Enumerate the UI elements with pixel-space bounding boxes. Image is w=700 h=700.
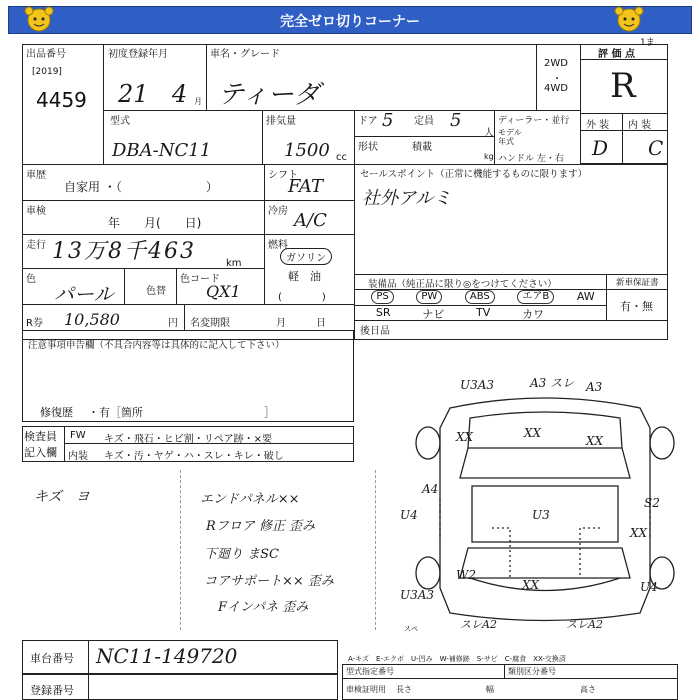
- first-reg-year: 21: [118, 80, 149, 108]
- inspector-label-1: 検査員: [24, 430, 57, 443]
- mascot-icon-right: [612, 6, 646, 36]
- height-label: 高さ: [580, 685, 596, 694]
- equip-abs: ABS: [465, 290, 495, 304]
- length-label: 長さ: [396, 685, 412, 694]
- equipment-label: 装備品（純正品に限り◎をつけてください）: [368, 279, 557, 290]
- person-unit: 人: [484, 128, 494, 139]
- first-reg-month: 4: [172, 80, 188, 108]
- name-label: 車名・グレード: [210, 49, 280, 60]
- class-label: 類別区分番号: [508, 667, 556, 676]
- dealer-label: ディーラー・並行: [498, 116, 570, 126]
- deadline-label: 名変期限: [190, 318, 230, 329]
- mark-w2: W2: [456, 568, 476, 582]
- recycle-label: R券: [26, 318, 43, 329]
- divider: [354, 110, 355, 164]
- car-damage-diagram: [400, 378, 690, 638]
- chassis-label: 車台番号: [30, 652, 74, 665]
- mark-xx-5: XX: [522, 578, 540, 592]
- month-unit: 月: [194, 97, 202, 106]
- note-line-1: エンドパネル××: [200, 492, 300, 507]
- capacity-label: 定員: [414, 116, 434, 127]
- lot-number: 4459: [36, 88, 87, 112]
- mark-u4-right: U4: [640, 580, 658, 594]
- equip-tv: TV: [476, 306, 491, 319]
- inspection-value: 年 月( 日): [108, 216, 202, 230]
- equip-aw: AW: [576, 290, 595, 303]
- warranty-label: 新車保証書: [616, 278, 659, 288]
- first-reg-label: 初度登録年月: [108, 49, 168, 60]
- int-inspect-items: キズ・汚・ヤゲ・ハ・スレ・キレ・破し: [104, 451, 284, 462]
- load-label: 積載: [412, 142, 432, 153]
- mark-u3a3-top: U3A3: [460, 378, 495, 392]
- divider: [176, 268, 177, 304]
- corner-text: 1ま: [640, 38, 655, 48]
- color-code-value: QX1: [206, 282, 241, 301]
- recycle-value: 10,580: [64, 310, 120, 329]
- divider: [22, 268, 264, 269]
- cert-label: 車検証明用: [346, 685, 386, 694]
- mark-a3: A3: [586, 380, 603, 394]
- notes-divider: [180, 470, 181, 630]
- fuel-diesel: 軽 油: [288, 270, 321, 283]
- equip-ps: PS: [371, 290, 393, 304]
- divider: [206, 44, 207, 110]
- divider: [264, 234, 354, 235]
- drive-4wd: 4WD: [544, 83, 568, 94]
- usage-label: 車歴: [26, 170, 46, 181]
- ac-label: 冷房: [268, 206, 288, 217]
- inspector-label-2: 記入欄: [24, 446, 57, 459]
- header-title: 完全ゼロ切りコーナー: [280, 14, 420, 30]
- divider: [124, 268, 125, 304]
- fw-label: FW: [70, 430, 86, 441]
- notes-label: 注意事項申告欄（不具合内容等は具体的に記入して下さい）: [28, 340, 285, 351]
- drive-dot: ・: [552, 74, 562, 85]
- note-line-4: コアサポート×× 歪み: [204, 574, 334, 589]
- recycle-unit: 円: [168, 318, 178, 329]
- deadline-value: 月 日: [276, 318, 326, 329]
- divider: [342, 678, 678, 679]
- cc-unit: cc: [336, 152, 347, 163]
- divider: [494, 110, 495, 164]
- divider: [22, 304, 354, 305]
- color-code-label: 色コード: [180, 274, 220, 285]
- chassis-value: NC11-149720: [96, 644, 238, 668]
- equipment-row1: [360, 290, 606, 304]
- fuel-paren: ( ): [278, 292, 326, 303]
- note-line-5: Fインパネ 歪み: [218, 600, 309, 615]
- rear-seat-label: 後日品: [360, 326, 390, 337]
- divider: [22, 164, 668, 165]
- reg-label: 登録番号: [30, 684, 74, 697]
- fw-items: キズ・飛石・ヒビ割・リペア跡・×要: [104, 434, 272, 445]
- divider: [264, 200, 354, 201]
- kg-unit: kg: [484, 152, 494, 161]
- km-unit: km: [226, 258, 242, 269]
- divider: [354, 164, 355, 340]
- equip-leather: カワ: [522, 308, 545, 321]
- mark-a2-right: スレA2: [566, 618, 603, 631]
- model-value: DBA-NC11: [112, 140, 212, 161]
- equip-sr: SR: [375, 306, 391, 319]
- mark-u4-left: U4: [400, 508, 418, 522]
- type-desig-label: 型式指定番号: [346, 667, 394, 676]
- int-inspect-label: 内装: [68, 451, 88, 462]
- divider: [262, 110, 263, 164]
- repair-value: ・有［箇所 ］: [88, 406, 275, 419]
- divider: [622, 114, 623, 164]
- divider: [184, 304, 185, 330]
- damage-legend: A-キズ E-エクボ U-凹み W-補修跡 S-サビ C-腐食 XX-交換済: [348, 655, 566, 663]
- mileage-label: 走行: [26, 240, 46, 251]
- note-line-3: 下廻り まSC: [204, 547, 279, 562]
- repair-label: 修復歴: [40, 406, 73, 419]
- left-note: キズ ヨ: [34, 489, 90, 505]
- divider: [22, 200, 264, 201]
- sales-point-value: 社外アルミ: [362, 188, 452, 209]
- mileage-value: 13万8千463: [52, 239, 196, 264]
- color-value: パール: [54, 282, 114, 306]
- shift-value: FAT: [288, 176, 323, 197]
- color-label: 色: [26, 274, 36, 285]
- model-label: 型式: [110, 116, 130, 127]
- sales-point-label: セールスポイント（正常に機能するものに限ります）: [360, 169, 588, 180]
- equip-airbag: エアB: [517, 290, 554, 304]
- divider: [354, 274, 668, 275]
- mark-xx-4: XX: [630, 526, 648, 540]
- warranty-value: 有・無: [620, 300, 653, 313]
- divider: [354, 136, 494, 137]
- divider: [104, 110, 580, 111]
- ext-value: D: [592, 136, 609, 160]
- divider: [504, 664, 505, 678]
- shape-label: 形状: [358, 142, 378, 153]
- shift-label: シフト: [268, 170, 298, 181]
- equip-pw: PW: [416, 290, 442, 304]
- divider: [580, 130, 668, 131]
- lot-label: 出品番号: [26, 49, 66, 60]
- mark-a3-sure: A3 スレ: [530, 376, 575, 390]
- mark-a4: A4: [422, 482, 439, 496]
- divider: [64, 426, 65, 462]
- int-label: 内 装: [628, 120, 652, 131]
- ext-label: 外 装: [586, 120, 610, 131]
- mark-u3-center: U3: [532, 508, 550, 522]
- usage-value: 自家用 ・（ ）: [64, 180, 218, 194]
- mark-spare: スペ: [404, 625, 418, 633]
- mark-xx-3: XX: [586, 434, 604, 448]
- color-change-label: 色替: [146, 286, 166, 297]
- divider: [536, 44, 537, 110]
- grade-label: 評 価 点: [598, 49, 635, 60]
- width-label: 幅: [486, 685, 494, 694]
- mark-xx-2: XX: [524, 426, 542, 440]
- int-value: C: [648, 136, 664, 160]
- equip-navi: ナビ: [422, 308, 445, 321]
- handle-label: ハンドル 左・右: [498, 154, 564, 164]
- note-line-2: Rフロア 修正 歪み: [206, 519, 316, 534]
- mascot-icon-left: [22, 6, 56, 36]
- divider: [580, 59, 668, 60]
- mark-a2-left: スレA2: [460, 618, 497, 631]
- divider: [354, 320, 668, 321]
- model-year-label: モデル年式: [498, 128, 522, 146]
- fuel-gas: ガソリン: [280, 248, 332, 265]
- door-value: 5: [382, 110, 394, 131]
- mark-xx-1: XX: [456, 430, 474, 444]
- divider: [606, 274, 607, 320]
- mark-u3a3-bottom: U3A3: [400, 588, 435, 602]
- capacity-value: 5: [450, 110, 462, 131]
- displacement-label: 排気量: [266, 116, 296, 127]
- displacement-value: 1500: [284, 140, 330, 161]
- drive-2wd: 2WD: [544, 58, 568, 69]
- inspection-label: 車検: [26, 206, 46, 217]
- lot-year-tag: [2019]: [32, 67, 62, 77]
- fuel-label: 燃料: [268, 240, 288, 251]
- grade-value: R: [610, 66, 636, 106]
- door-label: ドア: [358, 116, 378, 127]
- name-value: ティーダ: [218, 80, 320, 110]
- mark-s2: S2: [644, 496, 660, 510]
- ac-value: A/C: [294, 210, 327, 231]
